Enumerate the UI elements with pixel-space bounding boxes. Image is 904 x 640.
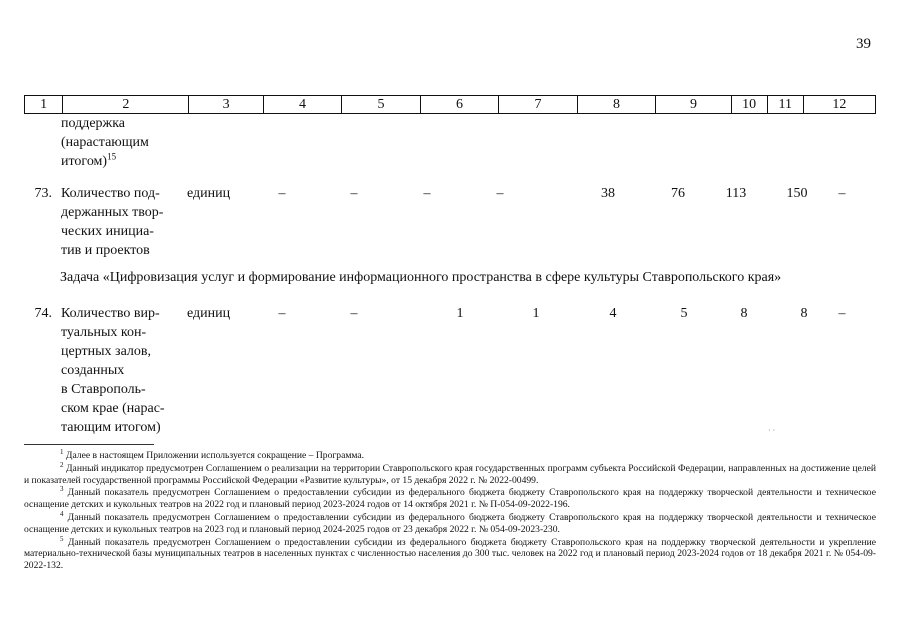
indicator-name xyxy=(61,184,185,260)
value-col-7: – xyxy=(496,186,504,201)
unit-of-measure: единиц xyxy=(187,306,231,321)
column-number: 10 xyxy=(731,96,767,114)
value-col-7: 1 xyxy=(532,306,540,321)
indicator-name-line: ском крае (нарас- xyxy=(61,401,165,416)
row-number: 73. xyxy=(34,186,52,201)
footnote-separator xyxy=(24,444,154,445)
column-number: 6 xyxy=(420,96,499,114)
footnote-ref: 15 xyxy=(107,151,117,162)
indicator-name-line: Количество под- xyxy=(61,186,160,201)
indicator-name-line: тив и проектов xyxy=(61,243,150,258)
column-number: 2 xyxy=(63,96,189,114)
column-number: 1 xyxy=(25,96,63,114)
footnote-4 xyxy=(24,509,876,536)
value-col-12: – xyxy=(838,306,846,321)
value-col-5: – xyxy=(350,306,358,321)
column-number: 11 xyxy=(767,96,803,114)
value-col-10: 8 xyxy=(740,306,748,321)
value-col-10: 113 xyxy=(725,186,747,201)
value-col-9: 5 xyxy=(680,306,688,321)
column-number: 12 xyxy=(803,96,875,114)
footnote-mark: 4 xyxy=(60,509,64,518)
column-number: 7 xyxy=(499,96,578,114)
value-col-4: – xyxy=(278,186,286,201)
footnote-text: Данный показатель предусмотрен Соглашением о предоставлении субсидии из федерального бюджета бюджету Ставропольского края на поддержку творческой деятельности и техническое оснащение детских и кукольных театров на 2022 год и плановый период 2023-2024 годов от 14 октября 2021 г. № П-054-09-2022-196. xyxy=(24,487,876,511)
footnote-text: Далее в настоящем Приложении используется сокращение – Программа. xyxy=(65,450,365,461)
indicator-name-line: в Ставрополь- xyxy=(61,382,146,397)
row-number: 74. xyxy=(34,306,52,321)
footnote-5 xyxy=(24,534,876,572)
indicator-name-line: туальных кон- xyxy=(61,325,147,340)
carryover-line: (нарастающим xyxy=(61,135,149,150)
value-col-6: 1 xyxy=(456,306,464,321)
value-col-6: – xyxy=(423,186,431,201)
value-col-11: 8 xyxy=(800,306,808,321)
footnote-mark: 1 xyxy=(60,447,64,456)
column-number: 3 xyxy=(189,96,263,114)
value-col-8: 38 xyxy=(601,186,615,201)
footnote-3 xyxy=(24,487,876,511)
footnote-2 xyxy=(24,460,876,487)
value-col-12: – xyxy=(838,186,846,201)
indicator-name-line: ческих инициа- xyxy=(61,224,154,239)
indicator-name-line: тающим итогом) xyxy=(61,420,161,435)
carryover-line-text: итогом) xyxy=(61,154,108,169)
footnotes xyxy=(24,447,876,573)
indicator-name xyxy=(61,304,185,437)
footnote-mark: 3 xyxy=(60,485,64,494)
carryover-indicator-name xyxy=(61,114,185,171)
column-number: 8 xyxy=(577,96,656,114)
footnote-text: Данный индикатор предусмотрен Соглашением о реализации на территории Ставропольского края государственных программ субъекта Российской Федерации, направленных на достижение целей и показателей государственной программы Российской Федерации «Развитие культуры», от 15 декабря 2022 г. № 2022-00499. xyxy=(24,462,876,486)
value-col-11: 150 xyxy=(786,186,808,201)
indicator-name-line: держанных твор- xyxy=(61,205,164,220)
column-number: 9 xyxy=(656,96,731,114)
footnote-text: Данный показатель предусмотрен Соглашением о предоставлении субсидии из федерального бюджета бюджету Ставропольского края на поддержку творческой деятельности и техническое оснащение детских и кукольных театров на 2023 год и плановый период 2024-2025 годов от 23 декабря 2022 г. № 054-09-2023-230. xyxy=(24,511,876,535)
value-col-9: 76 xyxy=(671,186,685,201)
carryover-line xyxy=(61,152,185,171)
column-number: 4 xyxy=(263,96,342,114)
indicator-name-line: Количество вир- xyxy=(61,306,160,321)
page-number: 39 xyxy=(856,36,871,52)
footnote-mark: 5 xyxy=(60,534,64,543)
indicator-name-line: созданных xyxy=(61,363,125,378)
unit-of-measure: единиц xyxy=(187,186,231,201)
indicator-name-line: цертных залов, xyxy=(61,344,152,359)
value-col-5: – xyxy=(350,186,358,201)
footnote-1 xyxy=(24,447,876,462)
carryover-line: поддержка xyxy=(61,116,126,131)
column-number: 5 xyxy=(342,96,421,114)
column-number-header xyxy=(24,95,876,114)
scan-specks: · · xyxy=(768,426,776,435)
task-heading: Задача «Цифровизация услуг и формирование информационного пространства в сфере культуры Ставропольского края» xyxy=(60,270,782,285)
footnote-text: Данный показатель предусмотрен Соглашением о предоставлении субсидии из федерального бюджета бюджету Ставропольского края на поддержку творческой деятельности и укрепление материально-технической базы муниципальных театров в населенных пунктах с численностью населения до 300 тыс. человек на 2022 год и плановый период 2023-2024 годов от 18 декабря 2021 г. № 054-09-2022-132. xyxy=(24,536,876,572)
value-col-8: 4 xyxy=(609,306,617,321)
footnote-mark: 2 xyxy=(60,460,64,469)
value-col-4: – xyxy=(278,306,286,321)
